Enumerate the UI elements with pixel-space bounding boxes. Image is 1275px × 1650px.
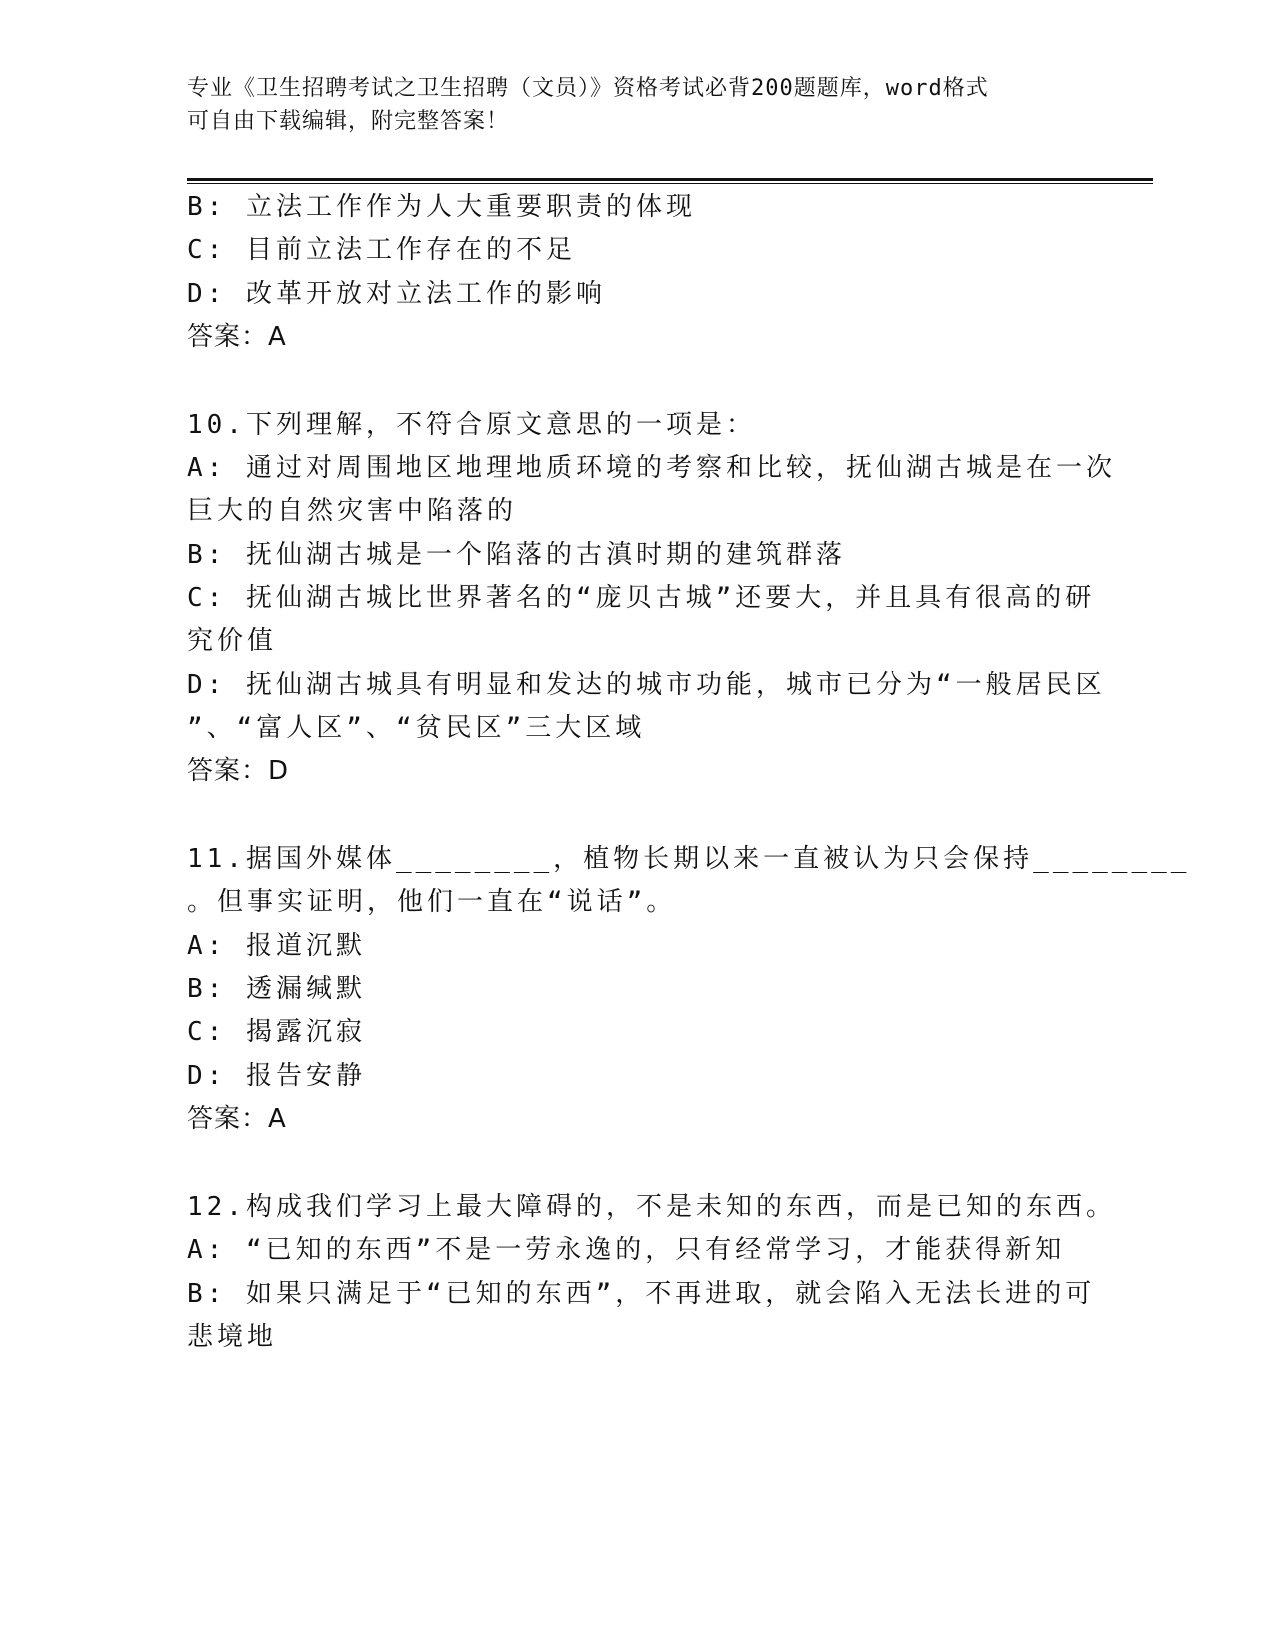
q12-option-a: A: “已知的东西”不是一劳永逸的，只有经常学习，才能获得新知 [187,1235,1066,1265]
q12-option-b-line-2: 悲境地 [187,1322,278,1352]
q9-answer: 答案：A [187,322,287,352]
q9-option-b: B: 立法工作作为人大重要职责的体现 [187,192,696,222]
q10-option-d-line-2: ”、“富人区”、“贫民区”三大区域 [187,713,646,743]
q11-question-line-1: 11.据国外媒体________，植物长期以来一直被认为只会保持________ [187,844,1191,874]
q10-option-c-line-1: C: 抚仙湖古城比世界著名的“庞贝古城”还要大，并且具有很高的研 [187,583,1096,613]
header-divider [187,178,1153,184]
q12-question: 12.构成我们学习上最大障碍的，不是未知的东西，而是已知的东西。 [187,1192,1116,1222]
q10-option-c-line-2: 究价值 [187,626,278,656]
q12-option-b-line-1: B: 如果只满足于“已知的东西”，不再进取，就会陷入无法长进的可 [187,1279,1096,1309]
q10-answer: 答案：D [187,756,290,786]
q11-option-b: B: 透漏缄默 [187,974,366,1004]
q9-option-c: C: 目前立法工作存在的不足 [187,235,576,265]
q11-question-line-2: 。但事实证明，他们一直在“说话”。 [187,887,677,917]
header-title-line-1: 专业《卫生招聘考试之卫生招聘（文员）》资格考试必背200题题库，word格式 [187,76,989,101]
q10-option-d-line-1: D: 抚仙湖古城具有明显和发达的城市功能，城市已分为“一般居民区 [187,670,1106,700]
q10-option-a-line-1: A: 通过对周围地区地理地质环境的考察和比较，抚仙湖古城是在一次 [187,453,1116,483]
header-title-line-2: 可自由下载编辑，附完整答案！ [187,109,510,134]
q9-option-d: D: 改革开放对立法工作的影响 [187,279,606,309]
q11-option-d: D: 报告安静 [187,1061,366,1091]
q11-option-a: A: 报道沉默 [187,931,366,961]
q10-option-a-line-2: 巨大的自然灾害中陷落的 [187,496,518,526]
q10-option-b: B: 抚仙湖古城是一个陷落的古滇时期的建筑群落 [187,540,846,570]
q10-question: 10.下列理解，不符合原文意思的一项是： [187,410,756,440]
document-header [187,72,1087,138]
q11-option-c: C: 揭露沉寂 [187,1017,366,1047]
q11-answer: 答案：A [187,1104,287,1134]
